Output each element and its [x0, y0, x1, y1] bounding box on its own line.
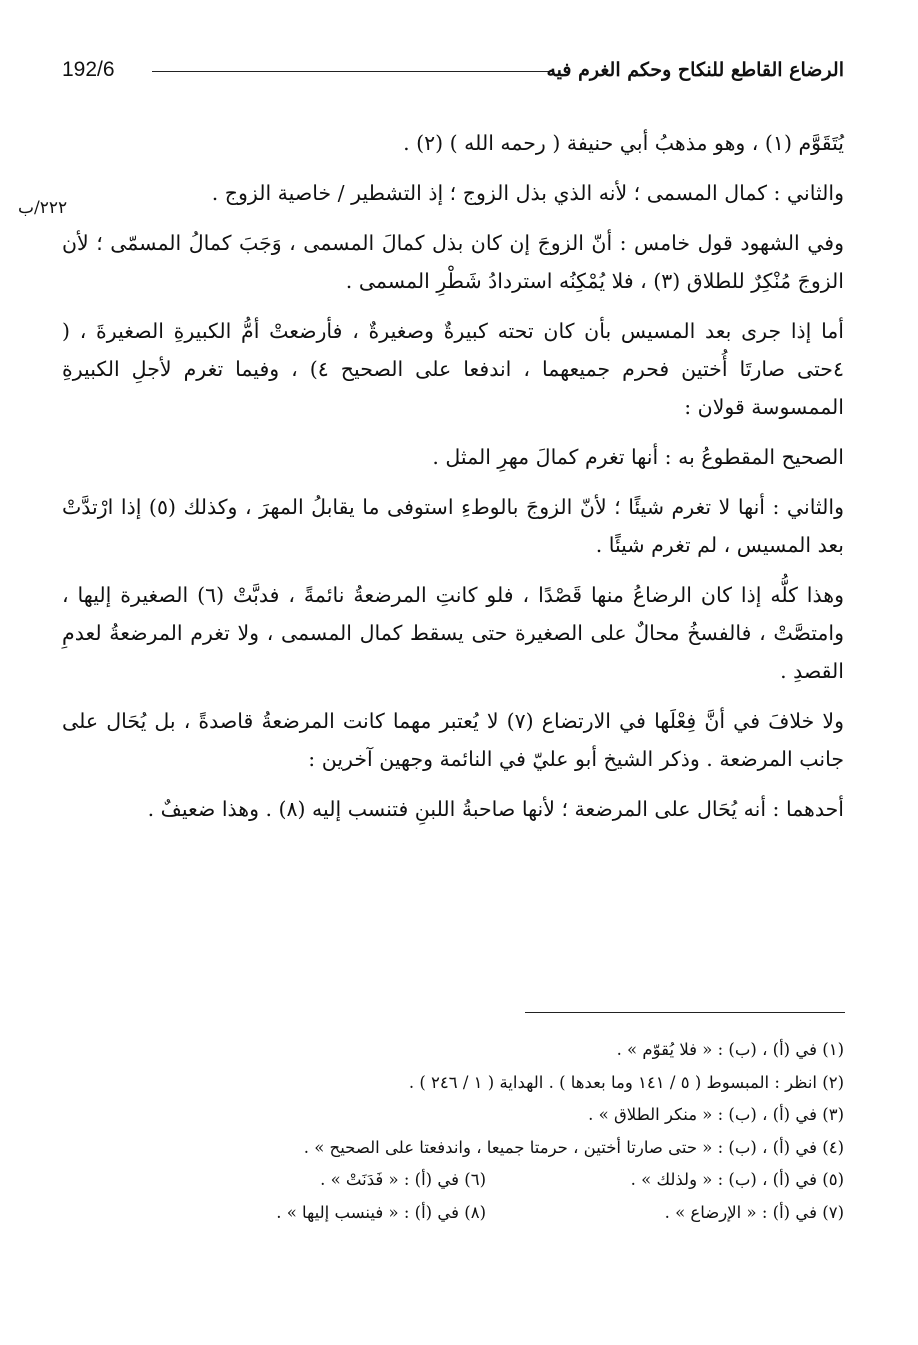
footnote: (٨) في (أ) : « فينسب إليها » .	[276, 1202, 486, 1222]
footnote: (٤) في (أ) ، (ب) : « حتى صارتا أختين ، حرمتا جميعا ، واندفعتا على الصحيح » .	[303, 1137, 844, 1157]
paragraph: أما إذا جرى بعد المسيس بأن كان تحته كبيرةٌ وصغيرةٌ ، فأرضعتْ أمُّ الكبيرةِ الصغيرةَ ، ( ٤حتى صارتَا أُختين فحرم جميعهما ، اندفعا على الصحيح ٤) ، وفيما تغرم لأجلِ الكبيرةِ الممسوسة قولان :	[62, 319, 844, 419]
footnote: (٣) في (أ) ، (ب) : « منكر الطلاق » .	[588, 1105, 844, 1125]
page-number: 192/6	[62, 58, 115, 81]
paragraph: الصحيح المقطوعُ به : أنها تغرم كمالَ مهرِ المثل .	[432, 445, 844, 469]
paragraph: يُتَقَوَّم (١) ، وهو مذهبُ أبي حنيفة ( رحمه الله ) (٢) .	[403, 131, 844, 155]
footnote-row	[62, 1201, 844, 1224]
footnote: (٧) في (أ) : « الإرضاع » .	[664, 1202, 844, 1222]
footnote-separator	[525, 1012, 845, 1013]
margin-folio-note: ٢٢٢/ب	[18, 198, 68, 218]
page-header	[62, 56, 844, 88]
paragraph: وفي الشهود قول خامس : أنّ الزوجَ إن كان بذل كمالَ المسمى ، وَجَبَ كمالُ المسمّى ؛ لأن الزوجَ مُنْكِرٌ للطلاق (٣) ، فلا يُمْكِنُه استردادُ شَطْرِ المسمى .	[62, 231, 844, 293]
paragraph: وهذا كلُّه إذا كان الرضاعُ منها قَصْدًا ، فلو كانتِ المرضعةُ نائمةً ، فدبَّتْ (٦) الصغيرة إليها ، وامتصَّتْ ، فالفسخُ محالٌ على الصغيرة حتى يسقط كمال المسمى ، ولا تغرم المرضعةُ لعدمِ القصدِ .	[62, 583, 844, 683]
footnote: (٢) انظر : المبسوط ( ٥ / ١٤١ وما بعدها ) . الهداية ( ١ / ٢٤٦ ) .	[408, 1072, 844, 1092]
footnote: (١) في (أ) ، (ب) : « فلا يُقوّم » .	[616, 1040, 844, 1059]
main-text	[62, 124, 844, 840]
footnote-row	[62, 1168, 844, 1191]
footnote: (٥) في (أ) ، (ب) : « ولذلك » .	[630, 1170, 844, 1190]
footnote: (٦) في (أ) : « فَدَنَتْ » .	[320, 1170, 486, 1190]
paragraph: أحدهما : أنه يُحَال على المرضعة ؛ لأنها صاحبةُ اللبنِ فتنسب إليه (٨) . وهذا ضعيفٌ .	[147, 797, 844, 821]
paragraph: والثاني : كمال المسمى ؛ لأنه الذي بذل الزوج ؛ إذ التشطير / خاصية الزوج .	[211, 181, 844, 205]
footnotes	[62, 1038, 844, 1234]
header-rule	[152, 71, 554, 72]
paragraph: ولا خلافَ في أنَّ فِعْلَها في الارتضاع (٧) لا يُعتبر مهما كانت المرضعةُ قاصدةً ، بل يُحَال على جانب المرضعة . وذكر الشيخ أبو عليّ في النائمة وجهين آخرين :	[62, 709, 844, 771]
paragraph: والثاني : أنها لا تغرم شيئًا ؛ لأنّ الزوجَ بالوطءِ استوفى ما يقابلُ المهرَ ، وكذلك (٥) إذا ارْتدَّتْ بعد المسيس ، لم تغرم شيئًا .	[62, 495, 844, 557]
chapter-title: الرضاع القاطع للنكاح وحكم الغرم فيه	[546, 59, 844, 81]
